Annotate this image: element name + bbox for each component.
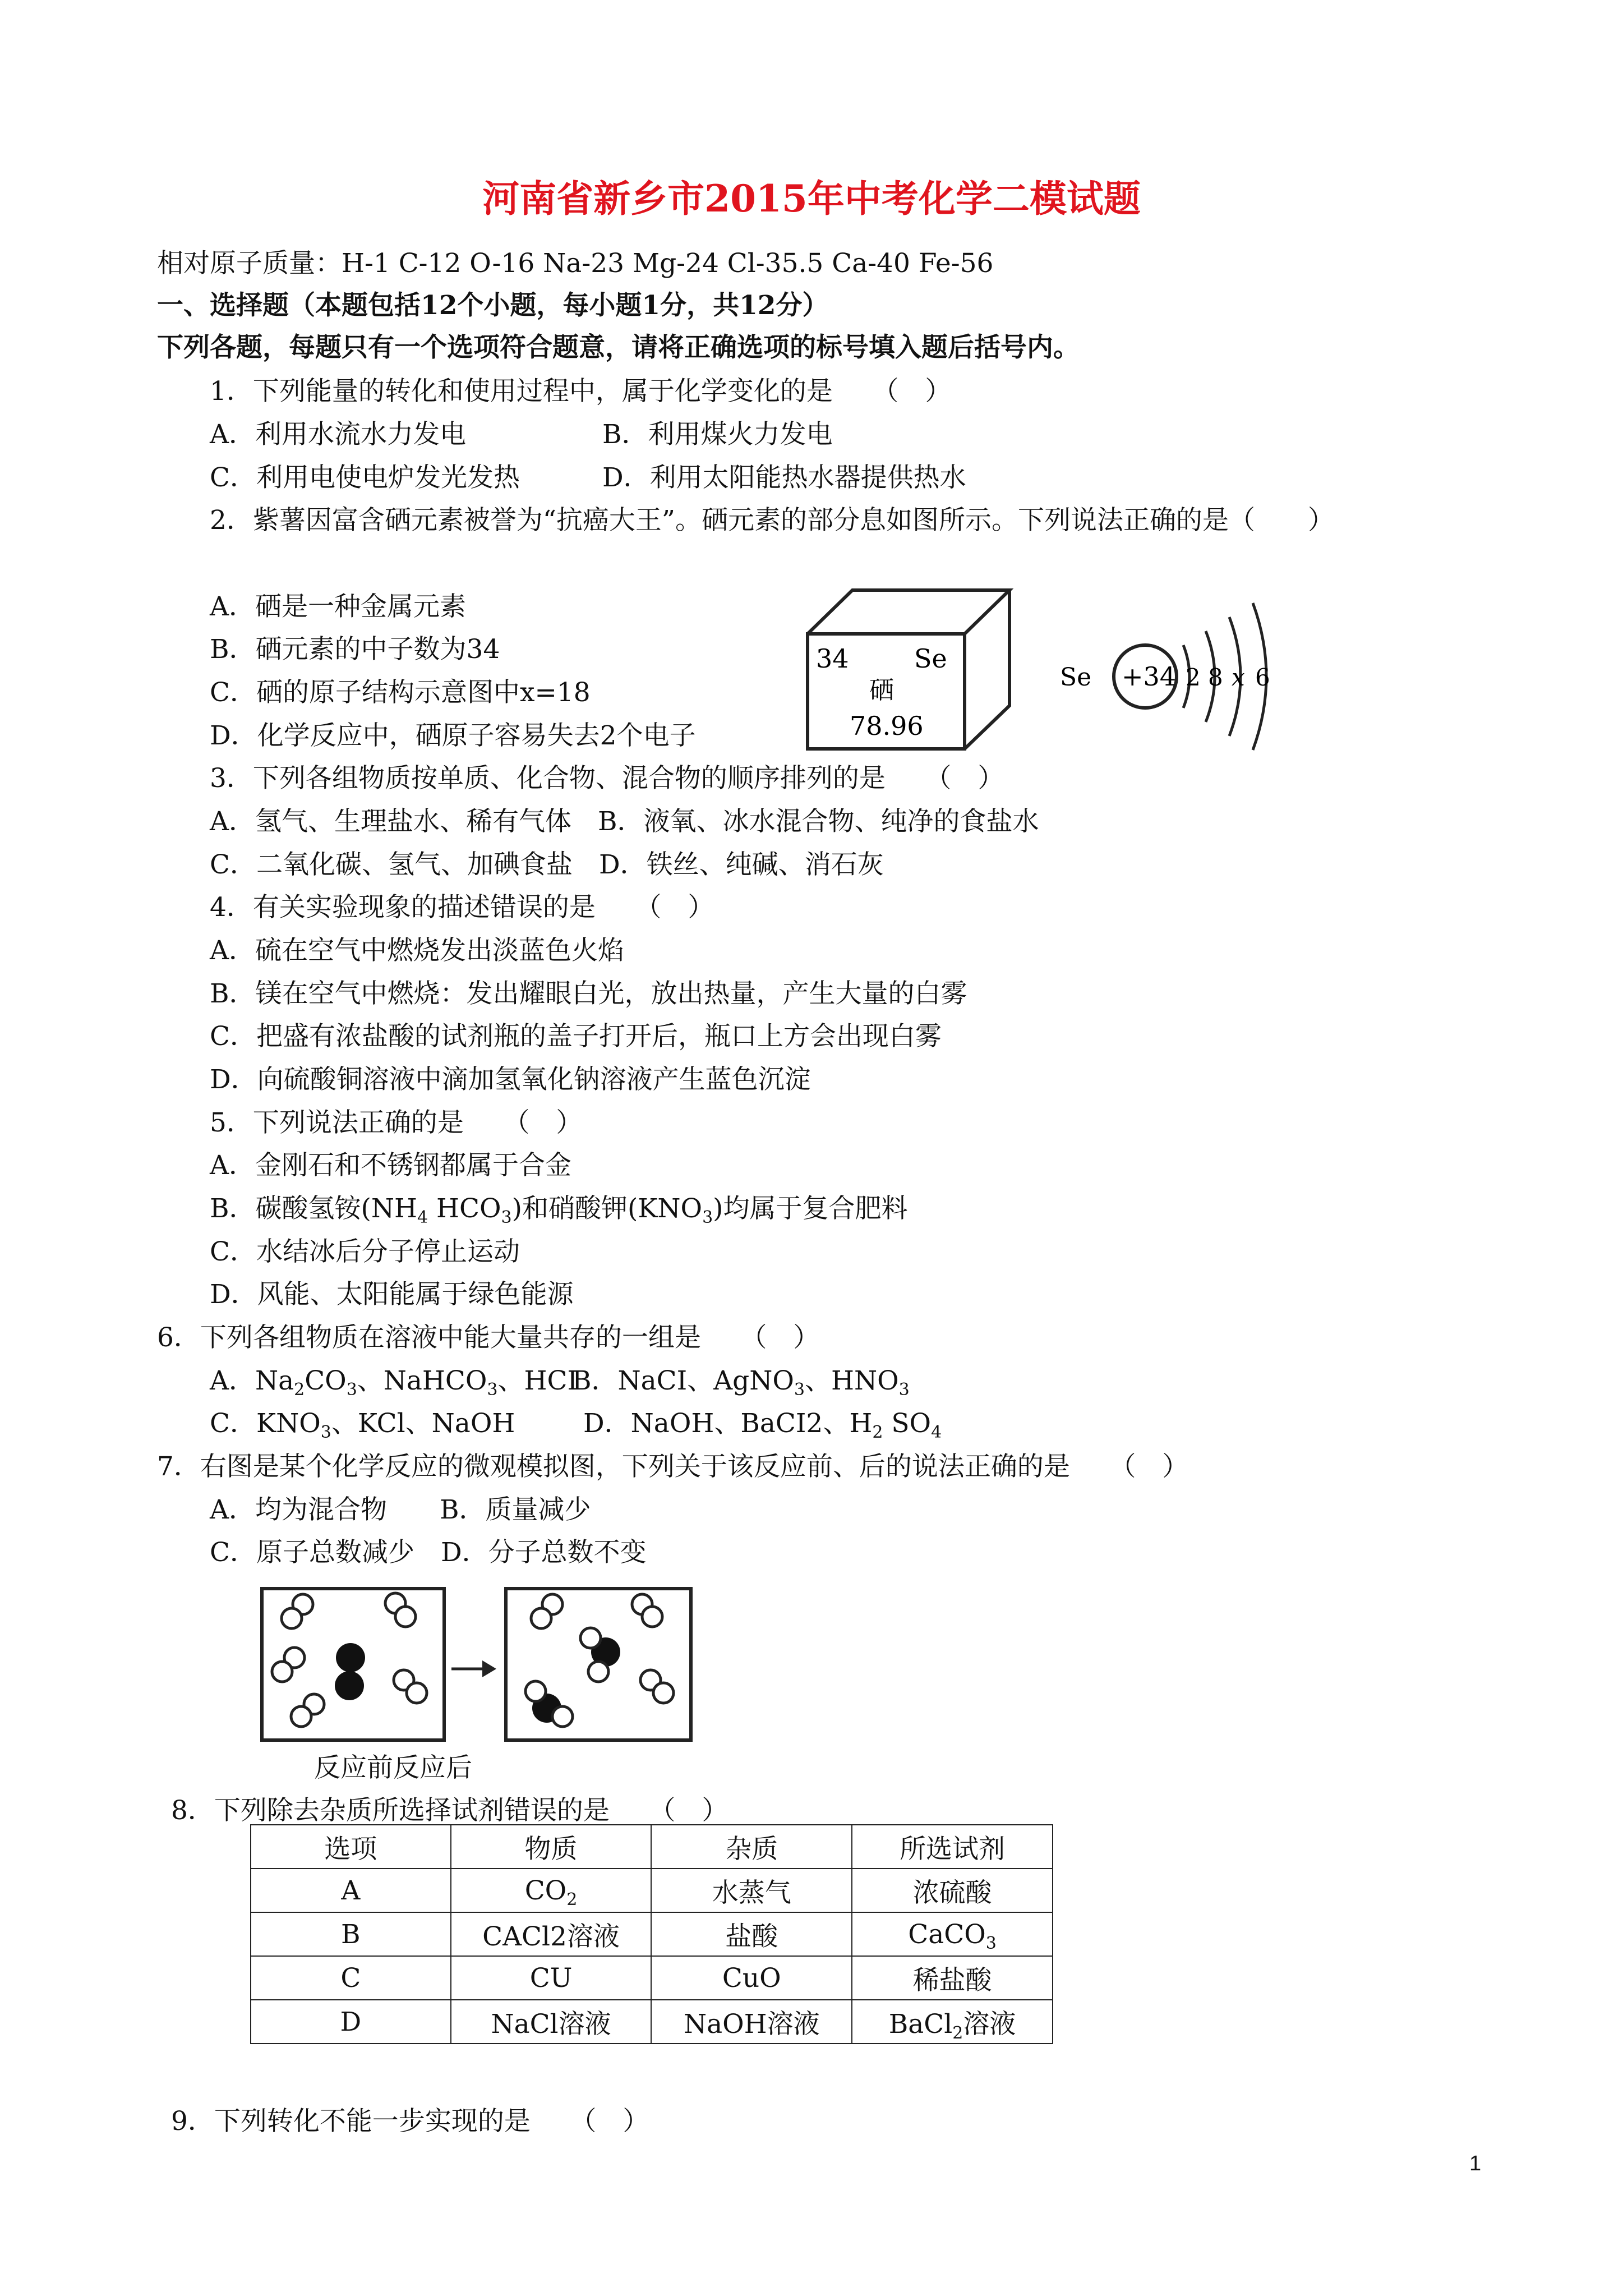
table-cell: $CO_2$ bbox=[451, 1869, 652, 1912]
table-cell: CACl2溶液 bbox=[451, 1912, 652, 1956]
water-molecule bbox=[525, 1681, 573, 1727]
table-cell: D bbox=[251, 2000, 451, 2044]
table-cell: CuO bbox=[651, 1956, 852, 2000]
nucleus-charge: +34 bbox=[1122, 661, 1177, 692]
atomic-masses: 相对原子质量：H-1 C-12 O-16 Na-23 Mg-24 Cl-35.5 Ca-40 Fe-56 bbox=[157, 248, 994, 279]
q4-option-d: D．向硫酸铜溶液中滴加氢氧化钠溶液产生蓝色沉淀 bbox=[210, 1064, 811, 1095]
q1-option-d: D．利用太阳能热水器提供热水 bbox=[602, 462, 966, 493]
selenium-element-figure bbox=[796, 578, 1301, 757]
table-cell: 浓硫酸 bbox=[852, 1869, 1053, 1912]
q2-option-a: A．硒是一种金属元素 bbox=[210, 591, 466, 622]
section-instruction: 下列各题，每题只有一个选项符合题意，请将正确选项的标号填入题后括号内。 bbox=[157, 332, 1080, 363]
q6-stem: 6．下列各组物质在溶液中能大量共存的一组是 （ ） bbox=[157, 1322, 820, 1353]
q9-stem: 9．下列转化不能一步实现的是 （ ） bbox=[171, 2106, 649, 2137]
table-header-cell: 物质 bbox=[451, 1825, 652, 1869]
atomic-structure-diagram bbox=[1060, 603, 1270, 750]
q1-option-b: B．利用煤火力发电 bbox=[602, 419, 833, 450]
q5-option-b: B．碳酸氢铵($NH_4$ $HCO_3$)和硝酸钾$(KNO_3)$均属于复合肥料 bbox=[210, 1193, 908, 1227]
q7-options-cd: C．原子总数减少 D．分子总数不变 bbox=[210, 1537, 647, 1568]
q5-option-d: D．风能、太阳能属于绿色能源 bbox=[210, 1279, 574, 1310]
table-cell: BaCl$_2$溶液 bbox=[852, 2000, 1053, 2044]
table-row bbox=[251, 1869, 1053, 1912]
shell-2-electrons: 8 bbox=[1208, 664, 1223, 691]
h2-molecule bbox=[632, 1594, 662, 1627]
table-cell: 水蒸气 bbox=[651, 1869, 852, 1912]
page-title: 河南省新乡市2015年中考化学二模试题 bbox=[482, 177, 1141, 220]
table-cell: A bbox=[251, 1869, 451, 1912]
q7-options-ab: A．均为混合物 B．质量减少 bbox=[210, 1494, 591, 1525]
atomic-mass: 78.96 bbox=[850, 711, 924, 741]
shell-4-electrons: 6 bbox=[1255, 664, 1270, 691]
q6-option-b: B．NaCI、AgNO$_3$、$HNO_3$ bbox=[572, 1365, 910, 1400]
reaction-arrow bbox=[451, 1660, 496, 1677]
element-cube bbox=[808, 590, 1009, 749]
q1-option-a: A．利用水流水力发电 bbox=[210, 419, 466, 450]
q6-option-d: D．NaOH、BaCI2、$H_2$ $SO_4$ bbox=[583, 1408, 942, 1442]
o2-molecule bbox=[335, 1643, 365, 1700]
q1-option-c: C．利用电使电炉发光发热 bbox=[210, 462, 520, 493]
h2-molecule bbox=[640, 1670, 674, 1703]
table-header-cell: 杂质 bbox=[651, 1825, 852, 1869]
h2-molecule bbox=[394, 1670, 427, 1703]
q2-option-d: D．化学反应中，硒原子容易失去2个电子 bbox=[210, 720, 696, 751]
section-heading: 一、选择题（本题包括12个小题，每小题1分，共12分） bbox=[157, 290, 829, 321]
q5-stem: 5．下列说法正确的是 （ ） bbox=[210, 1107, 583, 1138]
q4-stem: 4．有关实验现象的描述错误的是 （ ） bbox=[210, 892, 714, 923]
atom-symbol: Se bbox=[1060, 663, 1092, 692]
page-number: 1 bbox=[1469, 2152, 1482, 2175]
q6-option-a: A．$Na_2CO_3$、NaHCO$_3$、HCI bbox=[210, 1365, 578, 1400]
shell-1-electrons: 2 bbox=[1186, 664, 1201, 691]
q6-option-c: C．$KNO_3$、KCl、NaOH bbox=[210, 1408, 515, 1442]
q8-table bbox=[250, 1824, 1053, 2044]
h2-molecule bbox=[272, 1648, 305, 1682]
reaction-micro-diagram bbox=[255, 1582, 704, 1745]
table-cell: B bbox=[251, 1912, 451, 1956]
h2-molecule bbox=[385, 1593, 416, 1627]
q3-options-cd: C．二氧化碳、氢气、加碘食盐 D．铁丝、纯碱、消石灰 bbox=[210, 849, 884, 880]
table-cell: CaCO$_3$ bbox=[852, 1912, 1053, 1956]
table-cell: NaOH溶液 bbox=[651, 2000, 852, 2044]
table-cell: 盐酸 bbox=[651, 1912, 852, 1956]
q7-stem: 7．右图是某个化学反应的微观模拟图，下列关于该反应前、后的说法正确的是 （ ） bbox=[157, 1451, 1189, 1482]
q7-figure-caption: 反应前反应后 bbox=[314, 1752, 472, 1783]
q3-options-ab: A．氢气、生理盐水、稀有气体 B．液氧、冰水混合物、纯净的食盐水 bbox=[210, 806, 1039, 837]
q3-stem: 3．下列各组物质按单质、化合物、混合物的顺序排列的是 （ ） bbox=[210, 763, 1004, 794]
table-cell: CU bbox=[451, 1956, 652, 2000]
table-header-cell: 所选试剂 bbox=[852, 1825, 1053, 1869]
q5-option-c: C．水结冰后分子停止运动 bbox=[210, 1236, 520, 1267]
table-row bbox=[251, 1956, 1053, 2000]
before-reaction-box bbox=[262, 1589, 444, 1740]
table-cell: C bbox=[251, 1956, 451, 2000]
shell-3-electrons: x bbox=[1232, 664, 1245, 691]
q4-option-c: C．把盛有浓盐酸的试剂瓶的盖子打开后，瓶口上方会出现白雾 bbox=[210, 1021, 942, 1052]
h2-molecule bbox=[282, 1594, 313, 1628]
table-header-row bbox=[251, 1825, 1053, 1869]
q5-option-a: A．金刚石和不锈钢都属于合金 bbox=[210, 1150, 571, 1181]
q2-stem: 2．紫薯因富含硒元素被誉为“抗癌大王”。硒元素的部分息如图所示。下列说法正确的是（ ） bbox=[210, 505, 1334, 536]
h2-molecule bbox=[291, 1694, 324, 1727]
table-cell: NaCl溶液 bbox=[451, 2000, 652, 2044]
q8-stem: 8．下列除去杂质所选择试剂错误的是 （ ） bbox=[171, 1795, 728, 1826]
element-symbol: Se bbox=[914, 643, 947, 674]
after-reaction-box bbox=[506, 1589, 691, 1740]
table-header-cell: 选项 bbox=[251, 1825, 451, 1869]
table-cell: 稀盐酸 bbox=[852, 1956, 1053, 2000]
q4-option-a: A．硫在空气中燃烧发出淡蓝色火焰 bbox=[210, 935, 624, 966]
atomic-number: 34 bbox=[816, 643, 849, 674]
q2-option-c: C．硒的原子结构示意图中x=18 bbox=[210, 677, 591, 708]
water-molecule bbox=[580, 1628, 620, 1682]
element-name: 硒 bbox=[869, 676, 894, 705]
h2-molecule bbox=[531, 1594, 562, 1628]
q1-stem: 1．下列能量的转化和使用过程中，属于化学变化的是 （ ） bbox=[210, 376, 952, 407]
q4-option-b: B．镁在空气中燃烧：发出耀眼白光，放出热量，产生大量的白雾 bbox=[210, 978, 967, 1009]
table-row bbox=[251, 2000, 1053, 2044]
table-row bbox=[251, 1912, 1053, 1956]
q2-option-b: B．硒元素的中子数为34 bbox=[210, 634, 500, 665]
